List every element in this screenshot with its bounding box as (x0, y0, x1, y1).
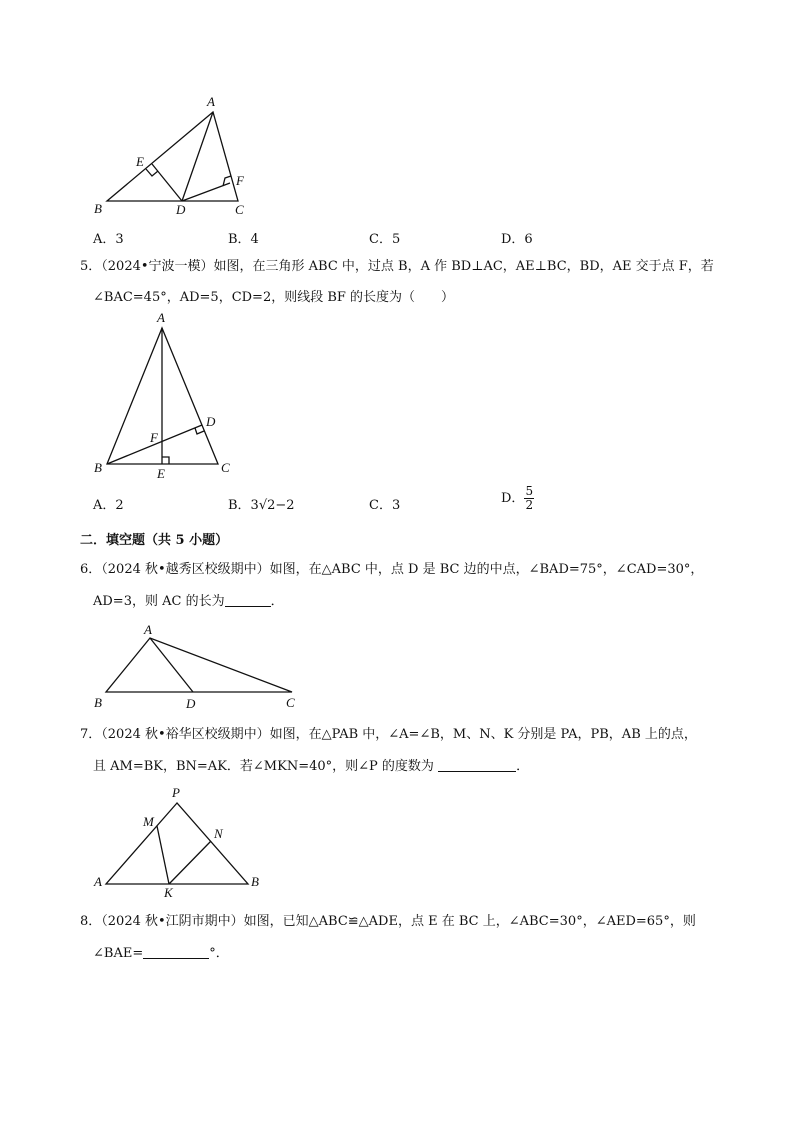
q6-stem-line-1: 6．（2024 秋•越秀区校级期中）如图，在△ABC 中，点 D 是 BC 边的中点，∠BAD=75°，∠CAD=30°， (80, 562, 704, 577)
q4-label-d: D (176, 202, 186, 217)
q7-label-p: P (172, 785, 180, 800)
q7-triangle-pab (106, 803, 248, 884)
q4-option-d: D．6 (501, 232, 533, 247)
q4-option-a: A．3 (93, 232, 124, 247)
q5-option-b (228, 494, 295, 513)
q5-option-d-numerator: 5 (525, 484, 534, 498)
q6-triangle-abc (106, 638, 292, 692)
q6-label-a: A (144, 622, 152, 637)
q5-label-c: C (221, 460, 230, 475)
q5-label-a: A (157, 310, 165, 325)
q7-label-m: M (143, 814, 154, 829)
q6-stem-end: ． (270, 594, 284, 609)
q6-label-c: C (286, 695, 295, 710)
q7-figure (0, 780, 794, 900)
q5-option-b-suffix: −2 (275, 498, 295, 513)
q7-label-k: K (164, 885, 173, 900)
q8-stem-line-2 (93, 944, 229, 963)
q4-segment-de (152, 164, 182, 201)
q5-label-e: E (157, 466, 165, 481)
q5-option-b-root: √2 (258, 498, 276, 513)
q6-stem-line-2 (93, 592, 284, 611)
q4-figure (0, 0, 794, 230)
q7-label-a: A (94, 874, 102, 889)
q7-stem-text: 且 AM=BK，BN=AK．若∠MKN=40°，则∠P 的度数为 (93, 759, 434, 774)
q7-segment-nk (169, 841, 211, 884)
q7-segment-mk (157, 826, 169, 884)
q4-option-c: C．5 (369, 232, 401, 247)
q5-label-b: B (94, 460, 102, 475)
q8-stem-text: ∠BAE= (93, 946, 144, 961)
q4-label-e: E (136, 154, 144, 169)
q7-label-b: B (251, 874, 259, 889)
q5-right-angle-d (195, 428, 204, 434)
q5-option-c: C．3 (369, 498, 401, 513)
q7-answer-blank[interactable] (438, 757, 516, 772)
q5-option-a: A．2 (93, 498, 124, 513)
q5-stem-line-1: 5．（2024•宁波一模）如图，在三角形 ABC 中，过点 B，A 作 BD⊥AC，AE⊥BC，BD，AE 交于点 F，若 (80, 259, 714, 274)
q5-option-d-fraction (524, 485, 534, 512)
q5-stem-line-2: ∠BAC=45°，AD=5，CD=2，则线段 BF 的长度为（ ） (93, 290, 455, 305)
section-fill-in-title: 二．填空题（共 5 小题） (80, 533, 229, 548)
q6-label-d: D (186, 696, 196, 711)
q8-answer-blank[interactable] (143, 944, 209, 959)
q7-stem-line-1: 7．（2024 秋•裕华区校级期中）如图，在△PAB 中，∠A=∠B，M、N、K 分别是 PA，PB，AB 上的点， (80, 727, 697, 742)
q8-stem-line-1: 8．（2024 秋•江阴市期中）如图，已知△ABC≌△ADE，点 E 在 BC 上，∠ABC=30°，∠AED=65°，则 (80, 914, 696, 929)
q4-label-c: C (235, 202, 244, 217)
q5-figure (0, 300, 794, 490)
q5-option-d-prefix: D． (501, 491, 525, 506)
q5-option-d (501, 485, 534, 512)
q6-stem-text: AD=3，则 AC 的长为 (93, 594, 225, 609)
q6-figure (0, 615, 794, 715)
q4-label-f: F (236, 173, 244, 188)
q4-option-b: B．4 (228, 232, 259, 247)
q5-option-b-prefix: B．3 (228, 498, 259, 513)
q5-label-d: D (206, 414, 216, 429)
q4-label-b: B (94, 201, 102, 216)
q4-label-a: A (207, 94, 215, 109)
q7-stem-line-2 (93, 757, 529, 776)
q5-option-d-denominator: 2 (525, 498, 534, 512)
q5-label-f: F (150, 430, 158, 445)
q5-right-angle-e (162, 457, 169, 464)
q8-stem-end: °． (209, 946, 229, 961)
q7-stem-end: ． (516, 759, 530, 774)
q7-label-n: N (214, 826, 223, 841)
q6-answer-blank[interactable] (225, 592, 271, 607)
q6-label-b: B (94, 695, 102, 710)
